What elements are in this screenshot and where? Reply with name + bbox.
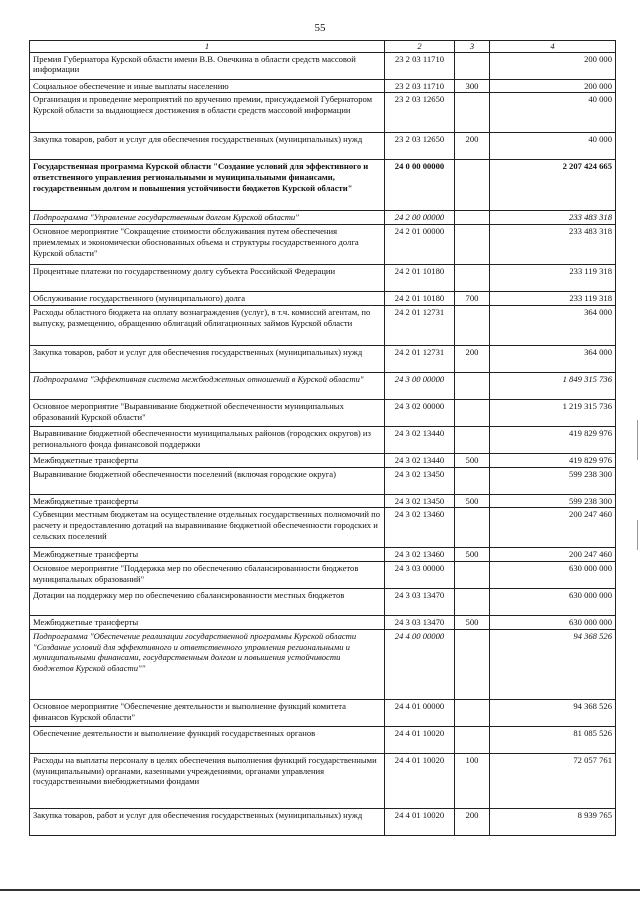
row-amount-cell: 81 085 526	[490, 726, 616, 753]
row-code-cell: 24 3 02 13440	[385, 426, 455, 453]
row-vr-cell: 500	[455, 616, 490, 630]
row-vr-cell	[455, 372, 490, 399]
row-code-cell: 24 3 00 00000	[385, 372, 455, 399]
row-name-cell: Основное мероприятие "Сокращение стоимости обслуживания путем обеспечения приемлемых и экономически обоснованных объема и структуры государственного долга Курской области"	[30, 225, 385, 265]
table-row	[30, 160, 616, 211]
row-vr-cell	[455, 225, 490, 265]
scan-edge-mark	[637, 420, 638, 460]
row-vr-cell: 300	[455, 79, 490, 93]
row-code-cell: 24 3 02 00000	[385, 399, 455, 426]
row-vr-cell	[455, 211, 490, 225]
table-row	[30, 305, 616, 345]
table-row	[30, 372, 616, 399]
column-header-vr: 3	[455, 41, 490, 53]
row-amount-cell: 200 247 460	[490, 548, 616, 562]
row-code-cell: 24 3 03 00000	[385, 562, 455, 589]
row-amount-cell: 364 000	[490, 345, 616, 372]
row-amount-cell: 233 119 318	[490, 292, 616, 306]
row-amount-cell: 364 000	[490, 305, 616, 345]
row-amount-cell: 233 119 318	[490, 265, 616, 292]
row-amount-cell: 40 000	[490, 133, 616, 160]
row-code-cell: 24 2 01 10180	[385, 265, 455, 292]
table-row	[30, 508, 616, 548]
table-row	[30, 133, 616, 160]
row-code-cell: 23 2 03 12650	[385, 133, 455, 160]
row-code-cell: 24 2 01 00000	[385, 225, 455, 265]
table-row	[30, 79, 616, 93]
table-row	[30, 467, 616, 494]
row-amount-cell: 419 829 976	[490, 453, 616, 467]
page-bottom-rule	[0, 889, 640, 891]
row-vr-cell: 500	[455, 548, 490, 562]
row-vr-cell	[455, 699, 490, 726]
row-name-cell: Подпрограмма "Обеспечение реализации государственной программы Курской области "Создание условий для эффективного и ответственного управления региональными и муниципальными финансами, государственным долгом и повышения устойчивости бюджетов Курской области""	[30, 629, 385, 699]
row-vr-cell: 500	[455, 453, 490, 467]
row-vr-cell	[455, 426, 490, 453]
table-row	[30, 629, 616, 699]
row-amount-cell: 630 000 000	[490, 589, 616, 616]
row-name-cell: Межбюджетные трансферты	[30, 453, 385, 467]
row-vr-cell: 200	[455, 133, 490, 160]
row-amount-cell: 94 368 526	[490, 629, 616, 699]
column-header-code: 2	[385, 41, 455, 53]
row-vr-cell	[455, 399, 490, 426]
row-name-cell: Подпрограмма "Управление государственным долгом Курской области"	[30, 211, 385, 225]
row-name-cell: Организация и проведение мероприятий по вручению премии, присуждаемой Губернатором Курской области за выдающиеся достижения в области средств массовой информации	[30, 93, 385, 133]
row-vr-cell	[455, 629, 490, 699]
row-amount-cell: 200 000	[490, 52, 616, 79]
table-header-row	[30, 41, 616, 53]
row-code-cell: 24 3 02 13450	[385, 467, 455, 494]
row-code-cell: 24 2 01 12731	[385, 305, 455, 345]
row-code-cell: 24 3 02 13450	[385, 494, 455, 508]
row-amount-cell: 200 247 460	[490, 508, 616, 548]
row-name-cell: Основное мероприятие "Поддержка мер по обеспечению сбалансированности бюджетов муниципальных образований"	[30, 562, 385, 589]
row-vr-cell: 500	[455, 494, 490, 508]
column-header-name: 1	[30, 41, 385, 53]
row-vr-cell	[455, 467, 490, 494]
row-vr-cell: 200	[455, 808, 490, 835]
row-amount-cell: 599 238 300	[490, 467, 616, 494]
row-name-cell: Выравнивание бюджетной обеспеченности муниципальных районов (городских округов) из регионального фонда финансовой поддержки	[30, 426, 385, 453]
row-code-cell: 24 3 02 13460	[385, 508, 455, 548]
row-name-cell: Выравнивание бюджетной обеспеченности поселений (включая городские округа)	[30, 467, 385, 494]
row-amount-cell: 419 829 976	[490, 426, 616, 453]
column-header-amount: 4	[490, 41, 616, 53]
table-row	[30, 562, 616, 589]
row-name-cell: Обеспечение деятельности и выполнение функций государственных органов	[30, 726, 385, 753]
table-row	[30, 399, 616, 426]
scan-edge-mark	[637, 520, 638, 550]
row-vr-cell: 700	[455, 292, 490, 306]
row-name-cell: Процентные платежи по государственному долгу субъекта Российской Федерации	[30, 265, 385, 292]
table-row	[30, 548, 616, 562]
row-name-cell: Расходы на выплаты персоналу в целях обеспечения выполнения функций государственными (муниципальными) органами, казенными учреждениями, органами управления государственными внебюджетными фондами	[30, 753, 385, 808]
table-row	[30, 453, 616, 467]
row-name-cell: Дотации на поддержку мер по обеспечению сбалансированности местных бюджетов	[30, 589, 385, 616]
table-row	[30, 52, 616, 79]
row-code-cell: 24 3 03 13470	[385, 616, 455, 630]
table-row	[30, 589, 616, 616]
row-vr-cell	[455, 305, 490, 345]
row-name-cell: Социальное обеспечение и иные выплаты населению	[30, 79, 385, 93]
table-row	[30, 292, 616, 306]
row-vr-cell	[455, 726, 490, 753]
row-amount-cell: 1 219 315 736	[490, 399, 616, 426]
row-name-cell: Расходы областного бюджета на оплату вознаграждения (услуг), в т.ч. комиссий агентам, по выпуску, размещению, обращению облигаций облигационных займов Курской области	[30, 305, 385, 345]
row-name-cell: Закупка товаров, работ и услуг для обеспечения государственных (муниципальных) нужд	[30, 345, 385, 372]
row-amount-cell: 630 000 000	[490, 616, 616, 630]
row-code-cell: 24 4 00 00000	[385, 629, 455, 699]
row-vr-cell	[455, 589, 490, 616]
row-name-cell: Межбюджетные трансферты	[30, 494, 385, 508]
row-amount-cell: 233 483 318	[490, 211, 616, 225]
row-code-cell: 24 4 01 00000	[385, 699, 455, 726]
row-vr-cell: 200	[455, 345, 490, 372]
row-code-cell: 24 0 00 00000	[385, 160, 455, 211]
row-code-cell: 24 2 00 00000	[385, 211, 455, 225]
row-code-cell: 23 2 03 11710	[385, 52, 455, 79]
table-row	[30, 753, 616, 808]
row-vr-cell	[455, 562, 490, 589]
row-amount-cell: 2 207 424 665	[490, 160, 616, 211]
row-vr-cell	[455, 52, 490, 79]
row-name-cell: Обслуживание государственного (муниципального) долга	[30, 292, 385, 306]
row-name-cell: Межбюджетные трансферты	[30, 548, 385, 562]
budget-table	[29, 40, 616, 836]
row-name-cell: Закупка товаров, работ и услуг для обеспечения государственных (муниципальных) нужд	[30, 808, 385, 835]
row-code-cell: 24 2 01 10180	[385, 292, 455, 306]
table-row	[30, 494, 616, 508]
row-name-cell: Субвенции местным бюджетам на осуществление отдельных государственных полномочий по расчету и предоставлению дотаций на выравнивание бюджетной обеспеченности городских и сельских поселений	[30, 508, 385, 548]
row-vr-cell	[455, 93, 490, 133]
table-row	[30, 211, 616, 225]
row-name-cell: Подпрограмма "Эффективная система межбюджетных отношений в Курской области"	[30, 372, 385, 399]
row-code-cell: 24 3 02 13440	[385, 453, 455, 467]
row-name-cell: Государственная программа Курской области "Создание условий для эффективного и ответственного управления региональными и муниципальными финансами, государственным долгом и повышения устойчивости бюджетов Курской области"	[30, 160, 385, 211]
table-row	[30, 726, 616, 753]
table-row	[30, 265, 616, 292]
row-name-cell: Основное мероприятие "Обеспечение деятельности и выполнение функций комитета финансов Курской области"	[30, 699, 385, 726]
row-code-cell: 24 3 02 13460	[385, 548, 455, 562]
table-row	[30, 616, 616, 630]
table-row	[30, 426, 616, 453]
row-code-cell: 23 2 03 11710	[385, 79, 455, 93]
table-row	[30, 93, 616, 133]
row-code-cell: 24 2 01 12731	[385, 345, 455, 372]
row-code-cell: 24 4 01 10020	[385, 808, 455, 835]
row-vr-cell: 100	[455, 753, 490, 808]
table-row	[30, 225, 616, 265]
row-name-cell: Премия Губернатора Курской области имени В.В. Овечкина в области средств массовой информации	[30, 52, 385, 79]
row-code-cell: 24 3 03 13470	[385, 589, 455, 616]
row-code-cell: 24 4 01 10020	[385, 726, 455, 753]
row-vr-cell	[455, 265, 490, 292]
row-amount-cell: 1 849 315 736	[490, 372, 616, 399]
row-amount-cell: 233 483 318	[490, 225, 616, 265]
page-number: 55	[314, 22, 326, 34]
row-amount-cell: 8 939 765	[490, 808, 616, 835]
row-code-cell: 23 2 03 12650	[385, 93, 455, 133]
row-amount-cell: 200 000	[490, 79, 616, 93]
row-amount-cell: 40 000	[490, 93, 616, 133]
row-vr-cell	[455, 160, 490, 211]
row-amount-cell: 94 368 526	[490, 699, 616, 726]
table-row	[30, 699, 616, 726]
row-code-cell: 24 4 01 10020	[385, 753, 455, 808]
row-name-cell: Закупка товаров, работ и услуг для обеспечения государственных (муниципальных) нужд	[30, 133, 385, 160]
row-name-cell: Межбюджетные трансферты	[30, 616, 385, 630]
row-amount-cell: 630 000 000	[490, 562, 616, 589]
row-amount-cell: 72 057 761	[490, 753, 616, 808]
table-row	[30, 345, 616, 372]
row-amount-cell: 599 238 300	[490, 494, 616, 508]
row-vr-cell	[455, 508, 490, 548]
table-row	[30, 808, 616, 835]
row-name-cell: Основное мероприятие "Выравнивание бюджетной обеспеченности муниципальных образований Курской области"	[30, 399, 385, 426]
